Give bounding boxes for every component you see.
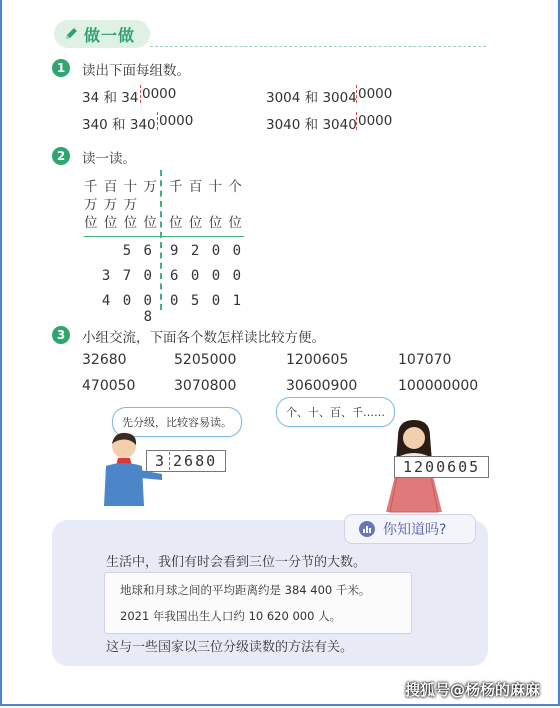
- question-number-2: 2: [52, 147, 70, 165]
- q3-number: 5205000: [174, 352, 237, 368]
- bar-chart-icon: [359, 521, 375, 537]
- level-divider: [140, 85, 141, 103]
- q1-item: 34 和 34: [82, 90, 139, 106]
- place-header-right: 千 百 十 个: [169, 179, 243, 195]
- q1-item-tail: 0000: [142, 86, 177, 102]
- did-you-know-label: 你知道吗?: [383, 522, 447, 538]
- table-row-left: 3 7 0: [101, 268, 154, 284]
- fact-births: 2021 年我国出生人口约 10 620 000 人。: [120, 609, 342, 623]
- section-header: [54, 20, 150, 48]
- pencil-icon: [64, 27, 78, 41]
- girl-number-card: 1200605: [394, 456, 489, 478]
- q3-number: 1200605: [286, 352, 349, 368]
- q3-number: 30600900: [286, 378, 358, 394]
- q1-item-tail: 0000: [358, 113, 393, 129]
- watermark: 搜狐号@杨杨的麻麻: [405, 681, 541, 699]
- q3-number: 107070: [398, 352, 452, 368]
- q3-prompt: 小组交流，下面各个数怎样读比较方便。: [82, 330, 325, 346]
- girl-speech-bubble: 个、十、百、千……: [276, 397, 395, 427]
- table-row-right: 9 2 0 0: [170, 243, 244, 259]
- table-row-right: 6 0 0 0: [170, 268, 244, 284]
- q1-item: 3040 和 3040: [266, 117, 357, 133]
- q3-number: 32680: [82, 352, 127, 368]
- level-divider: [356, 112, 357, 130]
- q1-item-tail: 0000: [159, 113, 194, 129]
- q1-item: 340 和 340: [82, 117, 156, 133]
- q1-prompt: 读出下面每组数。: [82, 63, 190, 79]
- place-header-left: 万 万 万: [84, 197, 139, 213]
- level-divider: [356, 85, 357, 103]
- info-conclusion: 这与一些国家以三位分级读数的方法有关。: [106, 640, 354, 655]
- fact-distance: 地球和月球之间的平均距离约是 384 400 千米。: [120, 583, 371, 597]
- q1-item-tail: 0000: [358, 86, 393, 102]
- q3-number: 470050: [82, 378, 136, 394]
- table-row-left: 5 6: [122, 243, 154, 259]
- q1-item: 3004 和 3004: [266, 90, 357, 106]
- level-separator: [160, 170, 162, 310]
- level-divider: [157, 112, 158, 130]
- q2-prompt: 读一读。: [82, 151, 136, 167]
- table-row-right: 0 5 0 1: [170, 293, 244, 309]
- q3-number: 100000000: [398, 378, 479, 394]
- section-title: 做一做: [84, 25, 136, 45]
- question-number-3: 3: [52, 326, 70, 344]
- q3-number: 3070800: [174, 378, 237, 394]
- info-intro: 生活中，我们有时会看到三位一分节的大数。: [106, 555, 367, 570]
- place-header-left: 位 位 位 位: [84, 215, 158, 231]
- question-number-1: 1: [52, 59, 70, 77]
- place-header-right: 位 位 位 位: [169, 215, 243, 231]
- header-divider: [150, 46, 486, 47]
- table-rule: [84, 236, 244, 237]
- boy-speech-bubble: 先分级，比较容易读。: [112, 407, 242, 437]
- boy-number-card: 3 2680: [146, 450, 226, 472]
- table-row-left: 4 0 0 8: [101, 293, 154, 325]
- place-header-left: 千 百 十 万: [84, 179, 158, 195]
- did-you-know-tab: [344, 514, 476, 544]
